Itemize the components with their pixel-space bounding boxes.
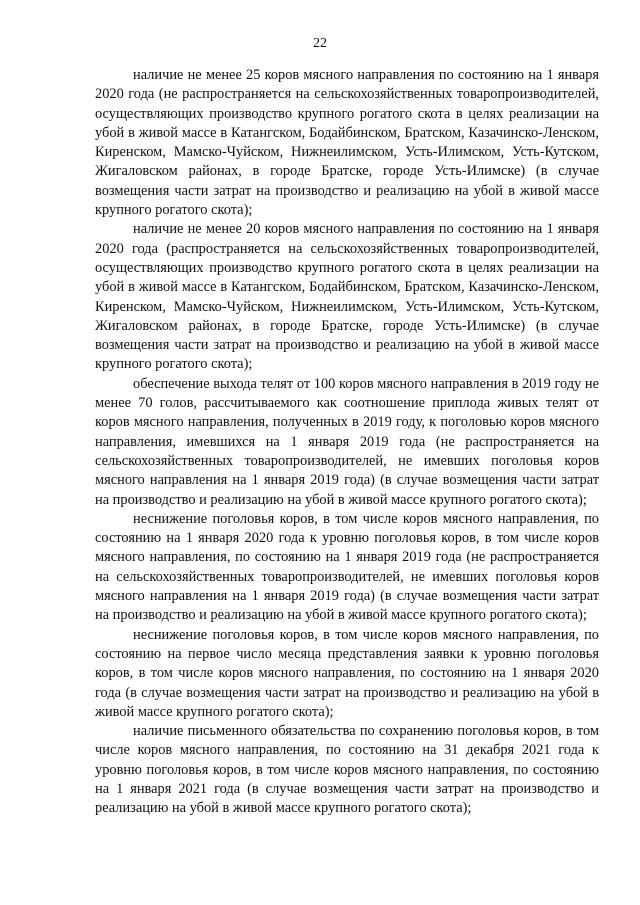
paragraph-written-obligation: наличие письменного обязательства по сохранению поголовья коров, в том числе коров мясного направления, по состоянию на 31 декабря 2021 года к уровню поголовья коров, в том числе коров мясного направления, по состоянию на 1 января 2021 года (в случае возмещения части затрат на производство и реализацию на убой в живой массе крупного рогатого скота); [95,723,599,817]
document-body [95,66,599,819]
paragraph-calf-yield: обеспечение выхода телят от 100 коров мясного направления в 2019 году не менее 70 голов, рассчитываемого как соотношение приплода живых телят от коров мясного направления, полученных в 2019 году, к поголовью коров мясного направления, имевшихся на 1 января 2019 года (не распространяется на сельскохозяйственных товаропроизводителей, не имевших поголовья коров мясного направления на 1 января 2019 года) (в случае возмещения части затрат на производство и реализацию на убой в живой массе крупного рогатого скота); [95,375,599,508]
paragraph-condition-25-cows: наличие не менее 25 коров мясного направления по состоянию на 1 января 2020 года (не распространяется на сельскохозяйственных товаропроизводителей, осуществляющих производство крупного рогатого скота в целях реализации на убой в живой массе в Катангском, Бодайбинском, Братском, Казачинско-Ленском, Киренском, Мамско-Чуйском, Нижнеилимском, Усть-Илимском, Усть-Кутском, Жигаловском районах, в городе Братске, городе Усть-Илимске) (в случае возмещения части затрат на производство и реализацию на убой в живой массе крупного рогатого скота); [95,67,599,219]
paragraph-herd-non-reduction-application: неснижение поголовья коров, в том числе коров мясного направления, по состоянию на первое число месяца представления заявки к уровню поголовья коров, в том числе коров мясного направления, по состоянию на 1 января 2020 года (в случае возмещения части затрат на производство и реализацию на убой в живой массе крупного рогатого скота); [95,626,599,720]
paragraph-condition-20-cows: наличие не менее 20 коров мясного направления по состоянию на 1 января 2020 года (распространяется на сельскохозяйственных товаропроизводителей, осуществляющих производство крупного рогатого скота в целях реализации на убой в живой массе в Катангском, Бодайбинском, Братском, Казачинско-Ленском, Киренском, Мамско-Чуйском, Нижнеилимском, Усть-Илимском, Усть-Кутском, Жигаловском районах, в городе Братске, городе Усть-Илимске) (в случае возмещения части затрат на производство и реализацию на убой в живой массе крупного рогатого скота); [95,221,599,373]
page-number: 22 [313,36,327,51]
paragraph-herd-non-reduction-2020: неснижение поголовья коров, в том числе коров мясного направления, по состоянию на 1 января 2020 года к уровню поголовья коров, в том числе коров мясного направления, по состоянию на 1 января 2019 года (не распространяется на сельскохозяйственных товаропроизводителей, не имевших поголовья коров мясного направления на 1 января 2019 года) (в случае возмещения части затрат на производство и реализацию на убой в живой массе крупного рогатого скота); [95,510,599,624]
